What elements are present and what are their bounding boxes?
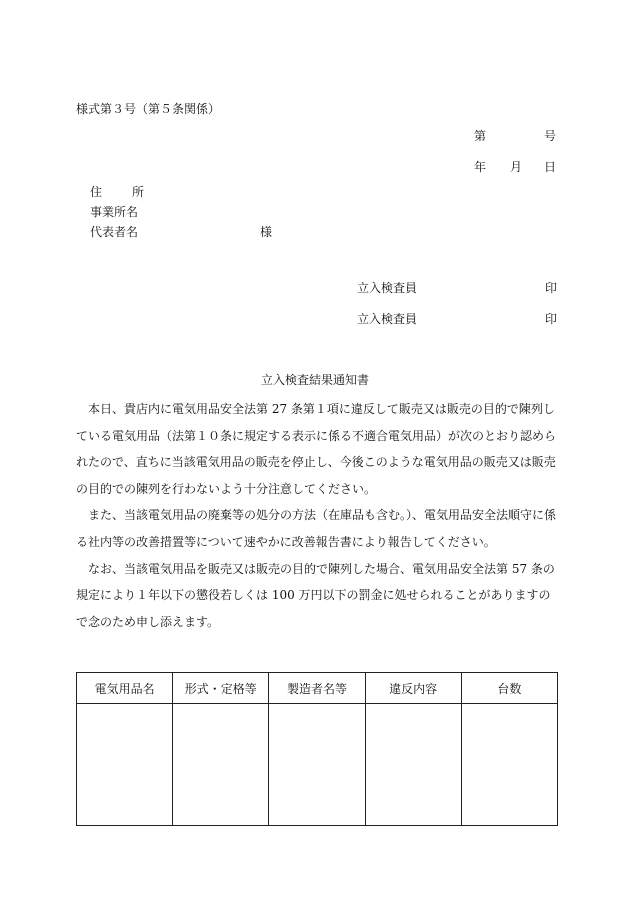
date-month-label: 月 — [510, 160, 523, 174]
body-paragraph: なお、当該電気用品を販売又は販売の目的で陳列した場合、電気用品安全法第 57 条の規定により１年以下の懲役若しくは 100 万円以下の罰金に処せられることがありますので念のため申し添えます。 — [76, 561, 555, 629]
address-label-char-2: 所 — [131, 185, 144, 199]
honorific-sama: 様 — [260, 225, 273, 239]
column-header-violation: 違反内容 — [365, 673, 461, 704]
table-row — [77, 704, 558, 826]
seal-mark: 印 — [544, 312, 557, 326]
table-cell-model-rating — [173, 704, 269, 826]
body-paragraph: また、当該電気用品の廃棄等の処分の方法（在庫品も含む。）、電気用品安全法順守に係る社内等の改善措置等について速やかに改善報告書により報告してください。 — [76, 508, 557, 549]
column-header-product-name: 電気用品名 — [77, 673, 173, 704]
date-day-label: 日 — [544, 160, 557, 174]
representative-name-label: 代表者名 — [90, 225, 139, 239]
table-cell-violation — [365, 704, 461, 826]
document-number-suffix: 号 — [544, 129, 557, 143]
form-number-label: 様式第３号（第５条関係） — [76, 102, 221, 116]
inspector-label: 立入検査員 — [357, 312, 418, 326]
column-header-manufacturer: 製造者名等 — [269, 673, 365, 704]
address-label-char-1: 住 — [90, 185, 103, 199]
notice-body — [76, 396, 558, 635]
table-cell-quantity — [461, 704, 557, 826]
address-label — [90, 183, 144, 200]
inspector-line-1 — [357, 279, 557, 296]
office-name-label: 事業所名 — [90, 205, 139, 219]
document-title: 立入検査結果通知書 — [260, 373, 369, 387]
table-cell-manufacturer — [269, 704, 365, 826]
violation-items-table — [76, 672, 558, 826]
inspector-label: 立入検査員 — [357, 281, 418, 295]
document-number-prefix: 第 — [474, 129, 487, 143]
seal-mark: 印 — [544, 281, 557, 295]
inspector-line-2 — [357, 310, 557, 327]
table-cell-product-name — [77, 704, 173, 826]
body-paragraph: 本日、貴店内に電気用品安全法第 27 条第１項に違反して販売又は販売の目的で陳列している電気用品（法第１０条に規定する表示に係る不適合電気用品）が次のとおり認められたので、直ちに当該電気用品の販売を停止し、今後このような電気用品の販売又は販売の目的での陳列を行わないよう十分注意してください。 — [76, 402, 557, 496]
column-header-quantity: 台数 — [461, 673, 557, 704]
date-year-label: 年 — [474, 160, 487, 174]
column-header-model-rating: 形式・定格等 — [173, 673, 269, 704]
table-header-row — [77, 673, 558, 704]
